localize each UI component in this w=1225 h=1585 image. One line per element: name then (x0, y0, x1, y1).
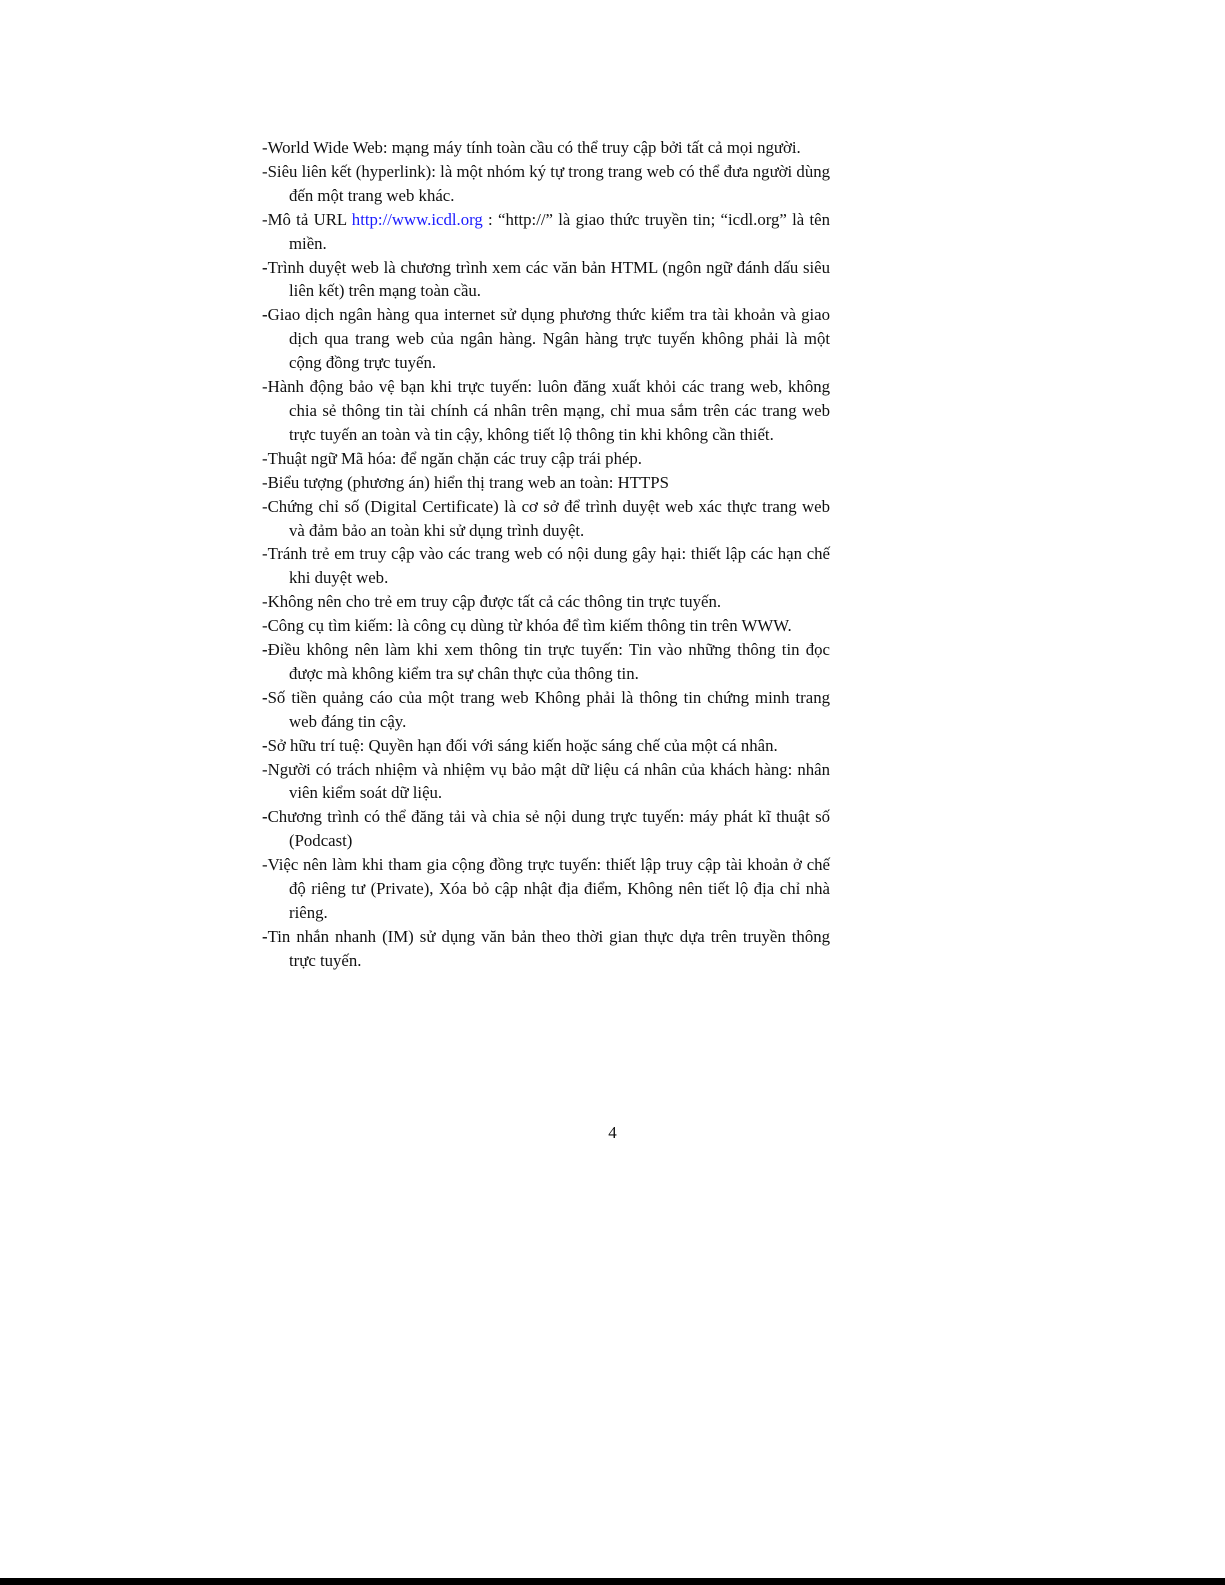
item-dash: - (262, 592, 268, 612)
item-text: Việc nên làm khi tham gia cộng đồng trực tuyến: thiết lập truy cập tài khoản ở chế độ riêng tư (Private), Xóa bỏ cập nhật địa điểm, Không nên tiết lộ địa chỉ nhà riêng. (267, 855, 830, 922)
bottom-border (0, 1578, 1225, 1585)
item-dash: - (262, 855, 268, 875)
item-dash: - (262, 616, 268, 636)
url-link[interactable]: http://www.icdl.org (351, 209, 483, 229)
list-item-online-community (262, 853, 830, 925)
list-item-world-wide-web (262, 136, 830, 160)
item-dash: - (262, 926, 268, 946)
item-dash: - (262, 257, 268, 277)
list-item-intellectual-property (262, 734, 830, 758)
list-item-digital-certificate (262, 495, 830, 543)
item-text: Không nên cho trẻ em truy cập được tất cả các thông tin trực tuyến. (267, 592, 722, 612)
item-dash: - (262, 472, 268, 492)
item-text: Sở hữu trí tuệ: Quyền hạn đối với sáng kiến hoặc sáng chế của một cá nhân. (267, 735, 778, 755)
item-dash: - (262, 377, 268, 397)
item-dash: - (262, 305, 268, 325)
list-item-advertising (262, 686, 830, 734)
item-text: Công cụ tìm kiếm: là công cụ dùng từ khóa để tìm kiếm thông tin trên WWW. (267, 616, 792, 636)
list-item-encryption (262, 447, 830, 471)
item-text: Siêu liên kết (hyperlink): là một nhóm ký tự trong trang web có thể đưa người dùng đến một trang web khác. (267, 161, 830, 205)
page-number: 4 (608, 1123, 617, 1142)
item-dash: - (262, 209, 268, 229)
list-item-online-banking (262, 303, 830, 375)
item-text-before-link: Mô tả URL (267, 209, 352, 229)
item-text: Thuật ngữ Mã hóa: để ngăn chặn các truy cập trái phép. (267, 448, 643, 468)
item-text: Số tiền quảng cáo của một trang web Không phải là thông tin chứng minh trang web đáng tin cậy. (267, 687, 830, 731)
item-dash: - (262, 138, 268, 157)
list-item-child-protection (262, 542, 830, 590)
item-text: Tin nhắn nhanh (IM) sử dụng văn bản theo thời gian thực dựa trên truyền thông trực tuyến. (267, 926, 830, 970)
item-dash: - (262, 496, 268, 516)
item-text: Chương trình có thể đăng tải và chia sẻ nội dung trực tuyến: máy phát kĩ thuật số (Podcast) (267, 807, 830, 851)
list-item-search-engine (262, 614, 830, 638)
item-text: Biểu tượng (phương án) hiển thị trang web an toàn: HTTPS (267, 472, 669, 492)
list-item-podcast (262, 805, 830, 853)
list-item-url (262, 208, 830, 256)
item-dash: - (262, 759, 268, 779)
list-item-web-browser (262, 256, 830, 304)
item-text-after-link: : “http://” là giao thức truyền tin; “icdl.org” là tên miền. (289, 209, 830, 253)
page-content (262, 136, 830, 973)
item-dash: - (262, 640, 268, 660)
item-text: Trình duyệt web là chương trình xem các văn bản HTML (ngôn ngữ đánh dấu siêu liên kết) trên mạng toàn cầu. (267, 257, 830, 301)
item-text: Hành động bảo vệ bạn khi trực tuyến: luôn đăng xuất khỏi các trang web, không chia sẻ thông tin tài chính cá nhân trên mạng, chỉ mua sắm trên các trang web trực tuyến an toàn và tin cậy, không tiết lộ thông tin khi không cần thiết. (267, 377, 830, 444)
list-item-hyperlink (262, 160, 830, 208)
item-text: Người có trách nhiệm và nhiệm vụ bảo mật dữ liệu cá nhân của khách hàng: nhân viên kiểm soát dữ liệu. (267, 759, 830, 803)
list-item-https (262, 471, 830, 495)
item-dash: - (262, 687, 268, 707)
item-dash: - (262, 161, 268, 181)
list-item-online-info (262, 638, 830, 686)
item-dash: - (262, 807, 268, 827)
list-item-online-protection (262, 375, 830, 447)
item-dash: - (262, 735, 268, 755)
item-text: Điều không nên làm khi xem thông tin trực tuyến: Tin vào những thông tin đọc được mà không kiểm tra sự chân thực của thông tin. (267, 640, 830, 683)
list-item-data-controller (262, 758, 830, 806)
item-text: Chứng chỉ số (Digital Certificate) là cơ sở để trình duyệt web xác thực trang web và đảm bảo an toàn khi sử dụng trình duyệt. (267, 496, 830, 540)
item-dash: - (262, 448, 268, 468)
item-text: World Wide Web: mạng máy tính toàn cầu có thể truy cập bởi tất cả mọi người. (267, 138, 801, 157)
item-dash: - (262, 544, 268, 564)
list-item-child-access (262, 590, 830, 614)
list-item-instant-messaging (262, 925, 830, 973)
item-text: Giao dịch ngân hàng qua internet sử dụng phương thức kiểm tra tài khoản và giao dịch qua trang web của ngân hàng. Ngân hàng trực tuyến không phải là một cộng đồng trực tuyến. (267, 305, 830, 373)
item-text: Tránh trẻ em truy cập vào các trang web có nội dung gây hại: thiết lập các hạn chế khi duyệt web. (267, 544, 830, 588)
